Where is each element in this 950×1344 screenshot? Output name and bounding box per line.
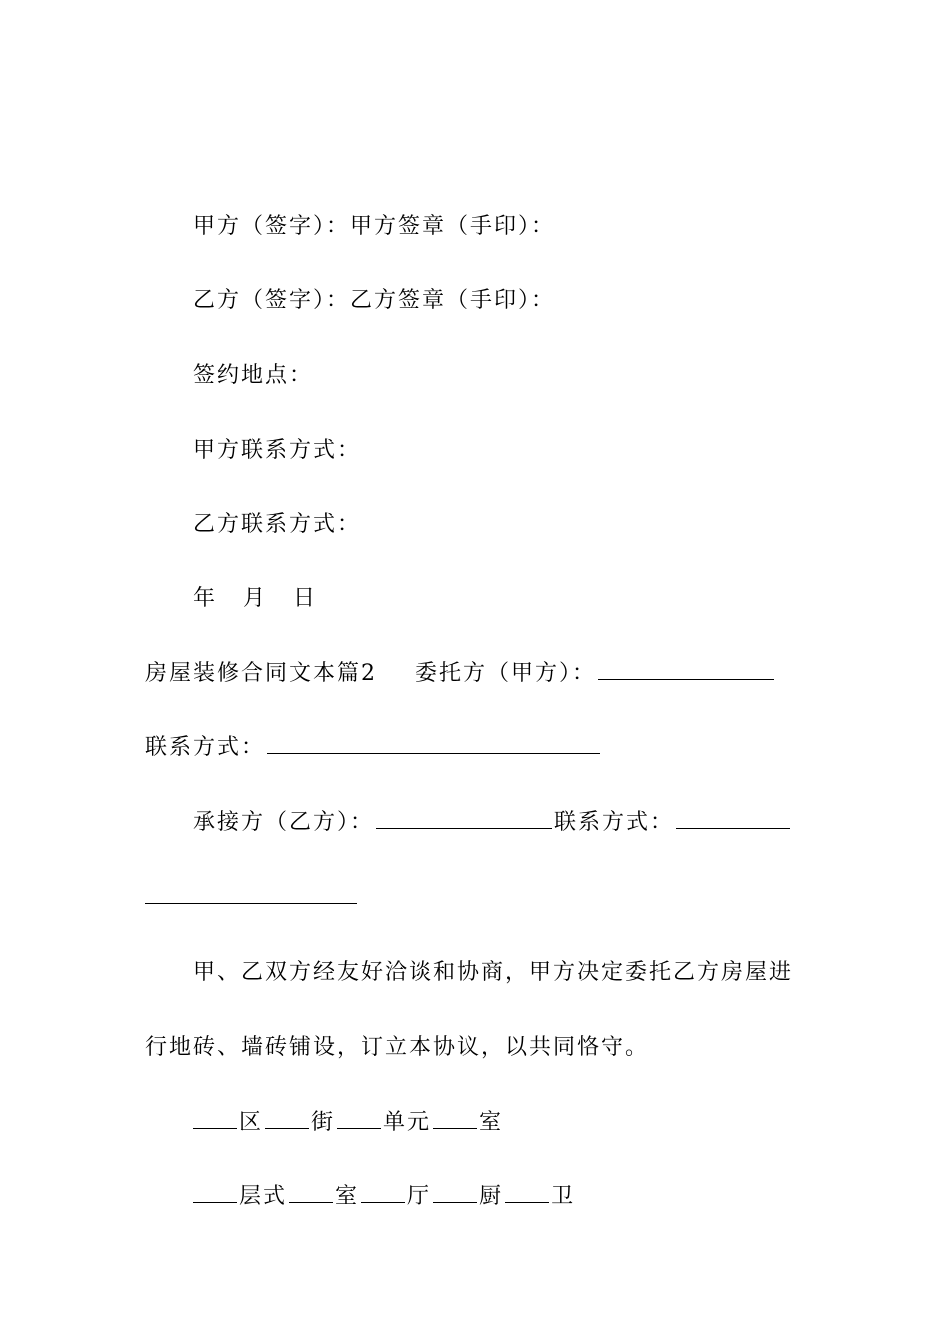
- contractor-line: [145, 808, 810, 838]
- hall-count-blank: [361, 1182, 405, 1203]
- contractor-contact-blank: [676, 808, 790, 829]
- party-b-signature-label: 乙方（签字）：乙方签章（手印）：: [193, 288, 556, 313]
- party-a-contact-line: [145, 436, 810, 466]
- day-label: 日: [293, 586, 318, 611]
- party-a-signature-label: 甲方（签字）：甲方签章（手印）：: [193, 214, 556, 239]
- district-label: 区: [239, 1110, 264, 1135]
- kitchen-count-blank: [433, 1182, 477, 1203]
- party-a-signature-line: [145, 212, 810, 242]
- street-blank: [265, 1108, 309, 1129]
- floor-style-label: 层式: [239, 1184, 288, 1209]
- intro-text-2: 行地砖、墙砖铺设，订立本协议，以共同恪守。: [145, 1035, 650, 1060]
- district-blank: [193, 1108, 237, 1129]
- party-b-signature-line: [145, 286, 810, 316]
- street-label: 街: [311, 1110, 336, 1135]
- room-count-label: 室: [335, 1184, 360, 1209]
- room-label: 室: [479, 1110, 504, 1135]
- bath-count-label: 卫: [551, 1184, 576, 1209]
- signing-place-line: [145, 361, 810, 391]
- room-blank: [433, 1108, 477, 1129]
- contractor-contact-blank-continued: [145, 883, 357, 904]
- room-count-blank: [289, 1182, 333, 1203]
- contractor-contact-continuation-line: [145, 883, 810, 913]
- signing-place-label: 签约地点：: [193, 363, 314, 388]
- party-b-contact-label: 乙方联系方式：: [193, 512, 362, 537]
- date-line: [145, 584, 810, 614]
- client-name-blank: [598, 659, 774, 680]
- contractor-name-blank: [376, 808, 552, 829]
- client-contact-blank: [267, 733, 600, 754]
- unit-label: 单元: [383, 1110, 432, 1135]
- hall-count-label: 厅: [407, 1184, 432, 1209]
- contract-heading: 房屋装修合同文本篇2: [145, 661, 377, 686]
- client-contact-label: 联系方式：: [145, 735, 266, 760]
- bath-count-blank: [505, 1182, 549, 1203]
- contractor-label: 承接方（乙方）：: [193, 810, 375, 835]
- client-label: 委托方（甲方）：: [415, 661, 597, 686]
- intro-paragraph-line-2: [145, 1033, 810, 1063]
- party-a-contact-label: 甲方联系方式：: [193, 438, 362, 463]
- kitchen-count-label: 厨: [479, 1184, 504, 1209]
- unit-blank: [337, 1108, 381, 1129]
- client-contact-line: [145, 733, 810, 763]
- layout-line: [145, 1182, 810, 1212]
- address-line: [145, 1108, 810, 1138]
- contract-heading-line: [145, 659, 810, 689]
- year-label: 年: [193, 586, 218, 611]
- month-label: 月: [243, 586, 268, 611]
- floor-blank: [193, 1182, 237, 1203]
- contractor-contact-label: 联系方式：: [554, 810, 675, 835]
- intro-text-1: 甲、乙双方经友好洽谈和协商，甲方决定委托乙方房屋进: [193, 960, 794, 985]
- intro-paragraph-line-1: [145, 958, 810, 988]
- party-b-contact-line: [145, 510, 810, 540]
